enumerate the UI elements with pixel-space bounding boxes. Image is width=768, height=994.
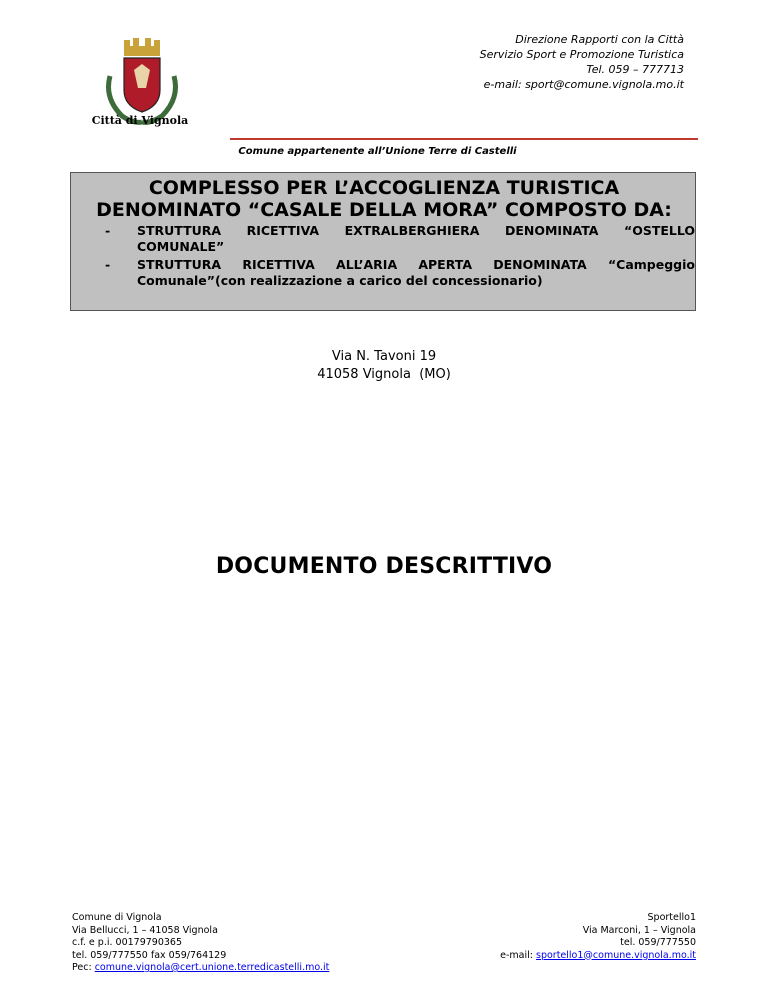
list-item-text: STRUTTURA RICETTIVA ALL’ARIA APERTA DENOMINATA “Campeggio Comunale”(con realizzazione a carico del concessionario) bbox=[137, 257, 695, 288]
footer-municipality-name: Comune di Vignola bbox=[72, 912, 162, 923]
logo-caption: Città di Vignola bbox=[91, 114, 189, 127]
footer-phone-fax: tel. 059/777550 fax 059/764129 bbox=[72, 949, 227, 961]
list-item-text: STRUTTURA RICETTIVA EXTRALBERGHIERA DENOMINATA “OSTELLO COMUNALE” bbox=[137, 223, 695, 254]
office-direction: Direzione Rapporti con la Città bbox=[515, 33, 684, 46]
footer-pec bbox=[72, 962, 329, 975]
document-subject-title bbox=[71, 177, 697, 221]
facility-address bbox=[0, 348, 768, 384]
email-label: e-mail: bbox=[500, 949, 536, 961]
footer-office-phone: tel. 059/777550 bbox=[620, 937, 696, 948]
address-city: 41058 Vignola (MO) bbox=[317, 367, 451, 382]
footer-municipality-address: Via Bellucci, 1 – 41058 Vignola bbox=[72, 924, 218, 936]
address-street: Via N. Tavoni 19 bbox=[331, 349, 437, 364]
footer-office-address: Via Marconi, 1 – Vignola bbox=[582, 924, 696, 936]
footer-municipality-info bbox=[72, 912, 329, 975]
footer-office-info bbox=[500, 912, 696, 962]
footer-tax-code: c.f. e p.i. 00179790365 bbox=[72, 937, 183, 948]
pec-label: Pec: bbox=[72, 962, 95, 973]
list-bullet: - bbox=[105, 223, 111, 238]
office-service: Servizio Sport e Promozione Turistica bbox=[479, 48, 684, 61]
facility-list bbox=[105, 223, 695, 291]
subject-title-line-1: COMPLESSO PER L’ACCOGLIENZA TURISTICA bbox=[148, 177, 620, 199]
union-membership-line: Comune appartenente all’Unione Terre di Castelli bbox=[238, 146, 517, 157]
office-email: e-mail: sport@comune.vignola.mo.it bbox=[483, 78, 684, 91]
document-title: DOCUMENTO DESCRITTIVO bbox=[215, 554, 553, 579]
office-contact-block bbox=[480, 32, 684, 92]
email-link[interactable]: sportello1@comune.vignola.mo.it bbox=[536, 949, 696, 961]
title-box bbox=[70, 172, 696, 311]
list-item bbox=[105, 223, 695, 255]
pec-link[interactable]: comune.vignola@cert.unione.terredicastelli.mo.it bbox=[94, 962, 330, 973]
office-phone: Tel. 059 – 777713 bbox=[586, 63, 684, 76]
list-item bbox=[105, 257, 695, 289]
footer-office-email bbox=[500, 950, 696, 963]
subject-title-line-2: DENOMINATO “CASALE DELLA MORA” COMPOSTO DA: bbox=[96, 199, 672, 221]
footer-office-name: Sportello1 bbox=[647, 912, 696, 923]
header-divider bbox=[230, 138, 698, 140]
list-bullet: - bbox=[105, 257, 111, 272]
